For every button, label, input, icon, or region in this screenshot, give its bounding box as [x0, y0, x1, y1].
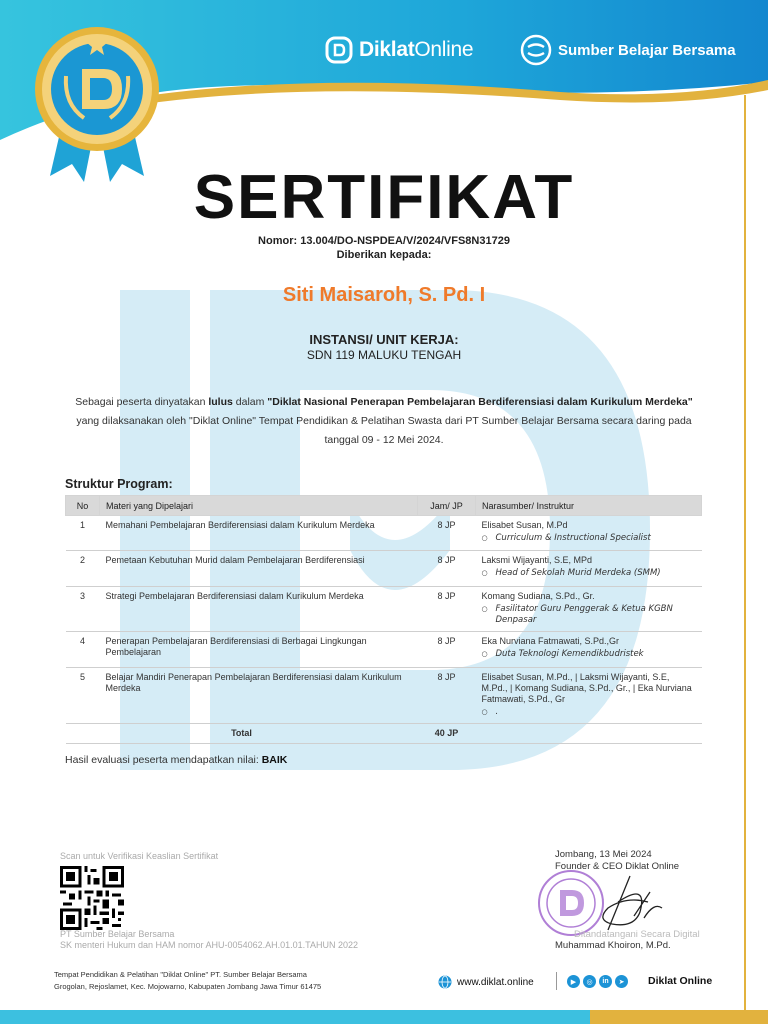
column-header-jam: Jam/ JP [418, 496, 476, 516]
row-jam: 8 JP [418, 668, 476, 724]
youtube-icon[interactable]: ▶ [567, 975, 580, 988]
row-narasumber [476, 668, 702, 724]
instagram-icon[interactable]: ◎ [583, 975, 596, 988]
footer-separator [556, 972, 557, 990]
row-jam: 8 JP [418, 516, 476, 551]
row-jam: 8 JP [418, 632, 476, 668]
brand-bold: Diklat [359, 38, 415, 61]
narasumber-name: Komang Sudiana, S.Pd., Gr. [481, 591, 595, 601]
row-jam: 8 JP [418, 587, 476, 632]
footer-address-line1: Tempat Pendidikan & Pelatihan "Diklat Online" PT. Sumber Belajar Bersama [54, 970, 307, 979]
company-name: PT Sumber Belajar Bersama [60, 929, 175, 939]
website-url[interactable]: www.diklat.online [457, 976, 534, 988]
diklat-online-logo [325, 36, 473, 64]
company-registration: SK menteri Hukum dan HAM nomor AHU-0054062.AH.01.01.TAHUN 2022 [60, 940, 358, 950]
table-row [66, 516, 702, 551]
gold-frame-right [744, 95, 746, 1015]
statement-part: Sebagai peserta dinyatakan [75, 396, 209, 408]
footer-brand: Diklat Online [648, 975, 713, 987]
social-icons [567, 975, 628, 988]
row-materi: Memahani Pembelajaran Berdiferensiasi dalam Kurikulum Merdeka [100, 516, 418, 551]
row-materi: Belajar Mandiri Penerapan Pembelajaran Berdiferensiasi dalam Kurikulum Merdeka [100, 668, 418, 724]
narasumber-name: Elisabet Susan, M.Pd., | Laksmi Wijayanti, S.E, M.Pd., | Komang Sudiana, S.Pd., Gr., | Eka Nurviana Fatmawati, S.Pd., Gr [481, 672, 692, 704]
narasumber-role: ○ Head of Sekolah Murid Merdeka (SMM) [482, 568, 696, 579]
brand-light: Online [414, 38, 474, 61]
medal-icon [22, 14, 172, 184]
row-materi: Pemetaan Kebutuhan Murid dalam Pembelajaran Berdiferensiasi [100, 551, 418, 587]
diklat-logo-icon [325, 36, 353, 64]
row-no: 4 [66, 632, 100, 668]
footer-address-line2: Grogolan, Rejoslamet, Kec. Mojowarno, Kabupaten Jombang Jawa Timur 61475 [54, 982, 322, 991]
bottom-band [0, 1010, 768, 1024]
sumber-belajar-bersama-logo [520, 34, 736, 66]
row-no: 5 [66, 668, 100, 724]
certificate-statement [70, 393, 698, 450]
signer-role: Founder & CEO Diklat Online [555, 861, 680, 872]
narasumber-name: Elisabet Susan, M.Pd [481, 520, 568, 530]
table-row [66, 551, 702, 587]
table-row [66, 632, 702, 668]
narasumber-role: ○ Curriculum & Instructional Specialist [482, 533, 696, 544]
globe-icon [438, 975, 452, 989]
recipient-name: Siti Maisaroh, S. Pd. I [282, 284, 486, 306]
institution-label: INSTANSI/ UNIT KERJA: [309, 332, 459, 347]
row-narasumber [476, 516, 702, 551]
row-narasumber [476, 587, 702, 632]
total-empty [476, 724, 702, 744]
statement-lulus: lulus [208, 396, 233, 408]
total-value: 40 JP [418, 724, 476, 744]
evaluation-result [65, 754, 287, 766]
narasumber-role: ○ . [482, 707, 696, 718]
institution-value: SDN 119 MALUKU TENGAH [306, 348, 462, 362]
total-label: Total [66, 724, 418, 744]
narasumber-role: ○ Fasilitator Guru Penggerak & Ketua KGBN Denpasar [482, 604, 696, 626]
linkedin-icon[interactable]: in [599, 975, 612, 988]
program-heading: Struktur Program: [65, 477, 173, 491]
evaluation-value: BAIK [261, 754, 288, 766]
certificate-number: Nomor: 13.004/DO-NSPDEA/V/2024/VFS8N31729 [258, 235, 510, 247]
handwritten-signature-icon [578, 872, 668, 936]
narasumber-name: Eka Nurviana Fatmawati, S.Pd.,Gr [481, 636, 620, 646]
footer-website[interactable] [438, 975, 534, 989]
table-row [66, 668, 702, 724]
row-narasumber [476, 632, 702, 668]
statement-part: dalam [232, 396, 268, 408]
digital-signature-note: Ditandatangani Secara Digital [574, 929, 700, 940]
signer-name: Muhammad Khoiron, M.Pd. [555, 940, 671, 951]
table-total-row [66, 724, 702, 744]
sbb-logo-icon [520, 34, 552, 66]
row-no: 2 [66, 551, 100, 587]
column-header-materi: Materi yang Dipelajari [100, 496, 418, 516]
column-header-narasumber: Narasumber/ Instruktur [476, 496, 702, 516]
statement-program: "Diklat Nasional Penerapan Pembelajaran Berdiferensiasi dalam Kurikulum Merdeka" [267, 396, 693, 408]
partner-name: Sumber Belajar Bersama [558, 41, 736, 59]
row-no: 1 [66, 516, 100, 551]
qr-code-icon[interactable] [60, 866, 124, 930]
narasumber-name: Laksmi Wijayanti, S.E, MPd [481, 555, 593, 565]
row-no: 3 [66, 587, 100, 632]
narasumber-role: ○ Duta Teknologi Kemendikbudristek [482, 649, 696, 660]
row-narasumber [476, 551, 702, 587]
program-table [65, 495, 702, 744]
signature-place-date: Jombang, 13 Mei 2024 [555, 849, 652, 860]
statement-part: yang dilaksanakan oleh "Diklat Online" Tempat Pendidikan & Pelatihan Swasta dari PT Sumber Belajar Bersama secara daring pada tanggal 09 - 12 Mei 2024. [76, 415, 692, 446]
scan-verification-text: Scan untuk Verifikasi Keaslian Sertifikat [60, 851, 219, 861]
row-materi: Penerapan Pembelajaran Berdiferensiasi di Berbagai Lingkungan Pembelajaran [100, 632, 418, 668]
evaluation-label: Hasil evaluasi peserta mendapatkan nilai: [65, 754, 262, 766]
table-row [66, 587, 702, 632]
row-jam: 8 JP [418, 551, 476, 587]
given-to-label: Diberikan kepada: [336, 249, 432, 261]
column-header-no: No [66, 496, 100, 516]
row-materi: Strategi Pembelajaran Berdiferensiasi dalam Kurikulum Merdeka [100, 587, 418, 632]
table-header-row [66, 496, 702, 516]
certificate-title: SERTIFIKAT [193, 163, 575, 232]
telegram-icon[interactable]: ➤ [615, 975, 628, 988]
